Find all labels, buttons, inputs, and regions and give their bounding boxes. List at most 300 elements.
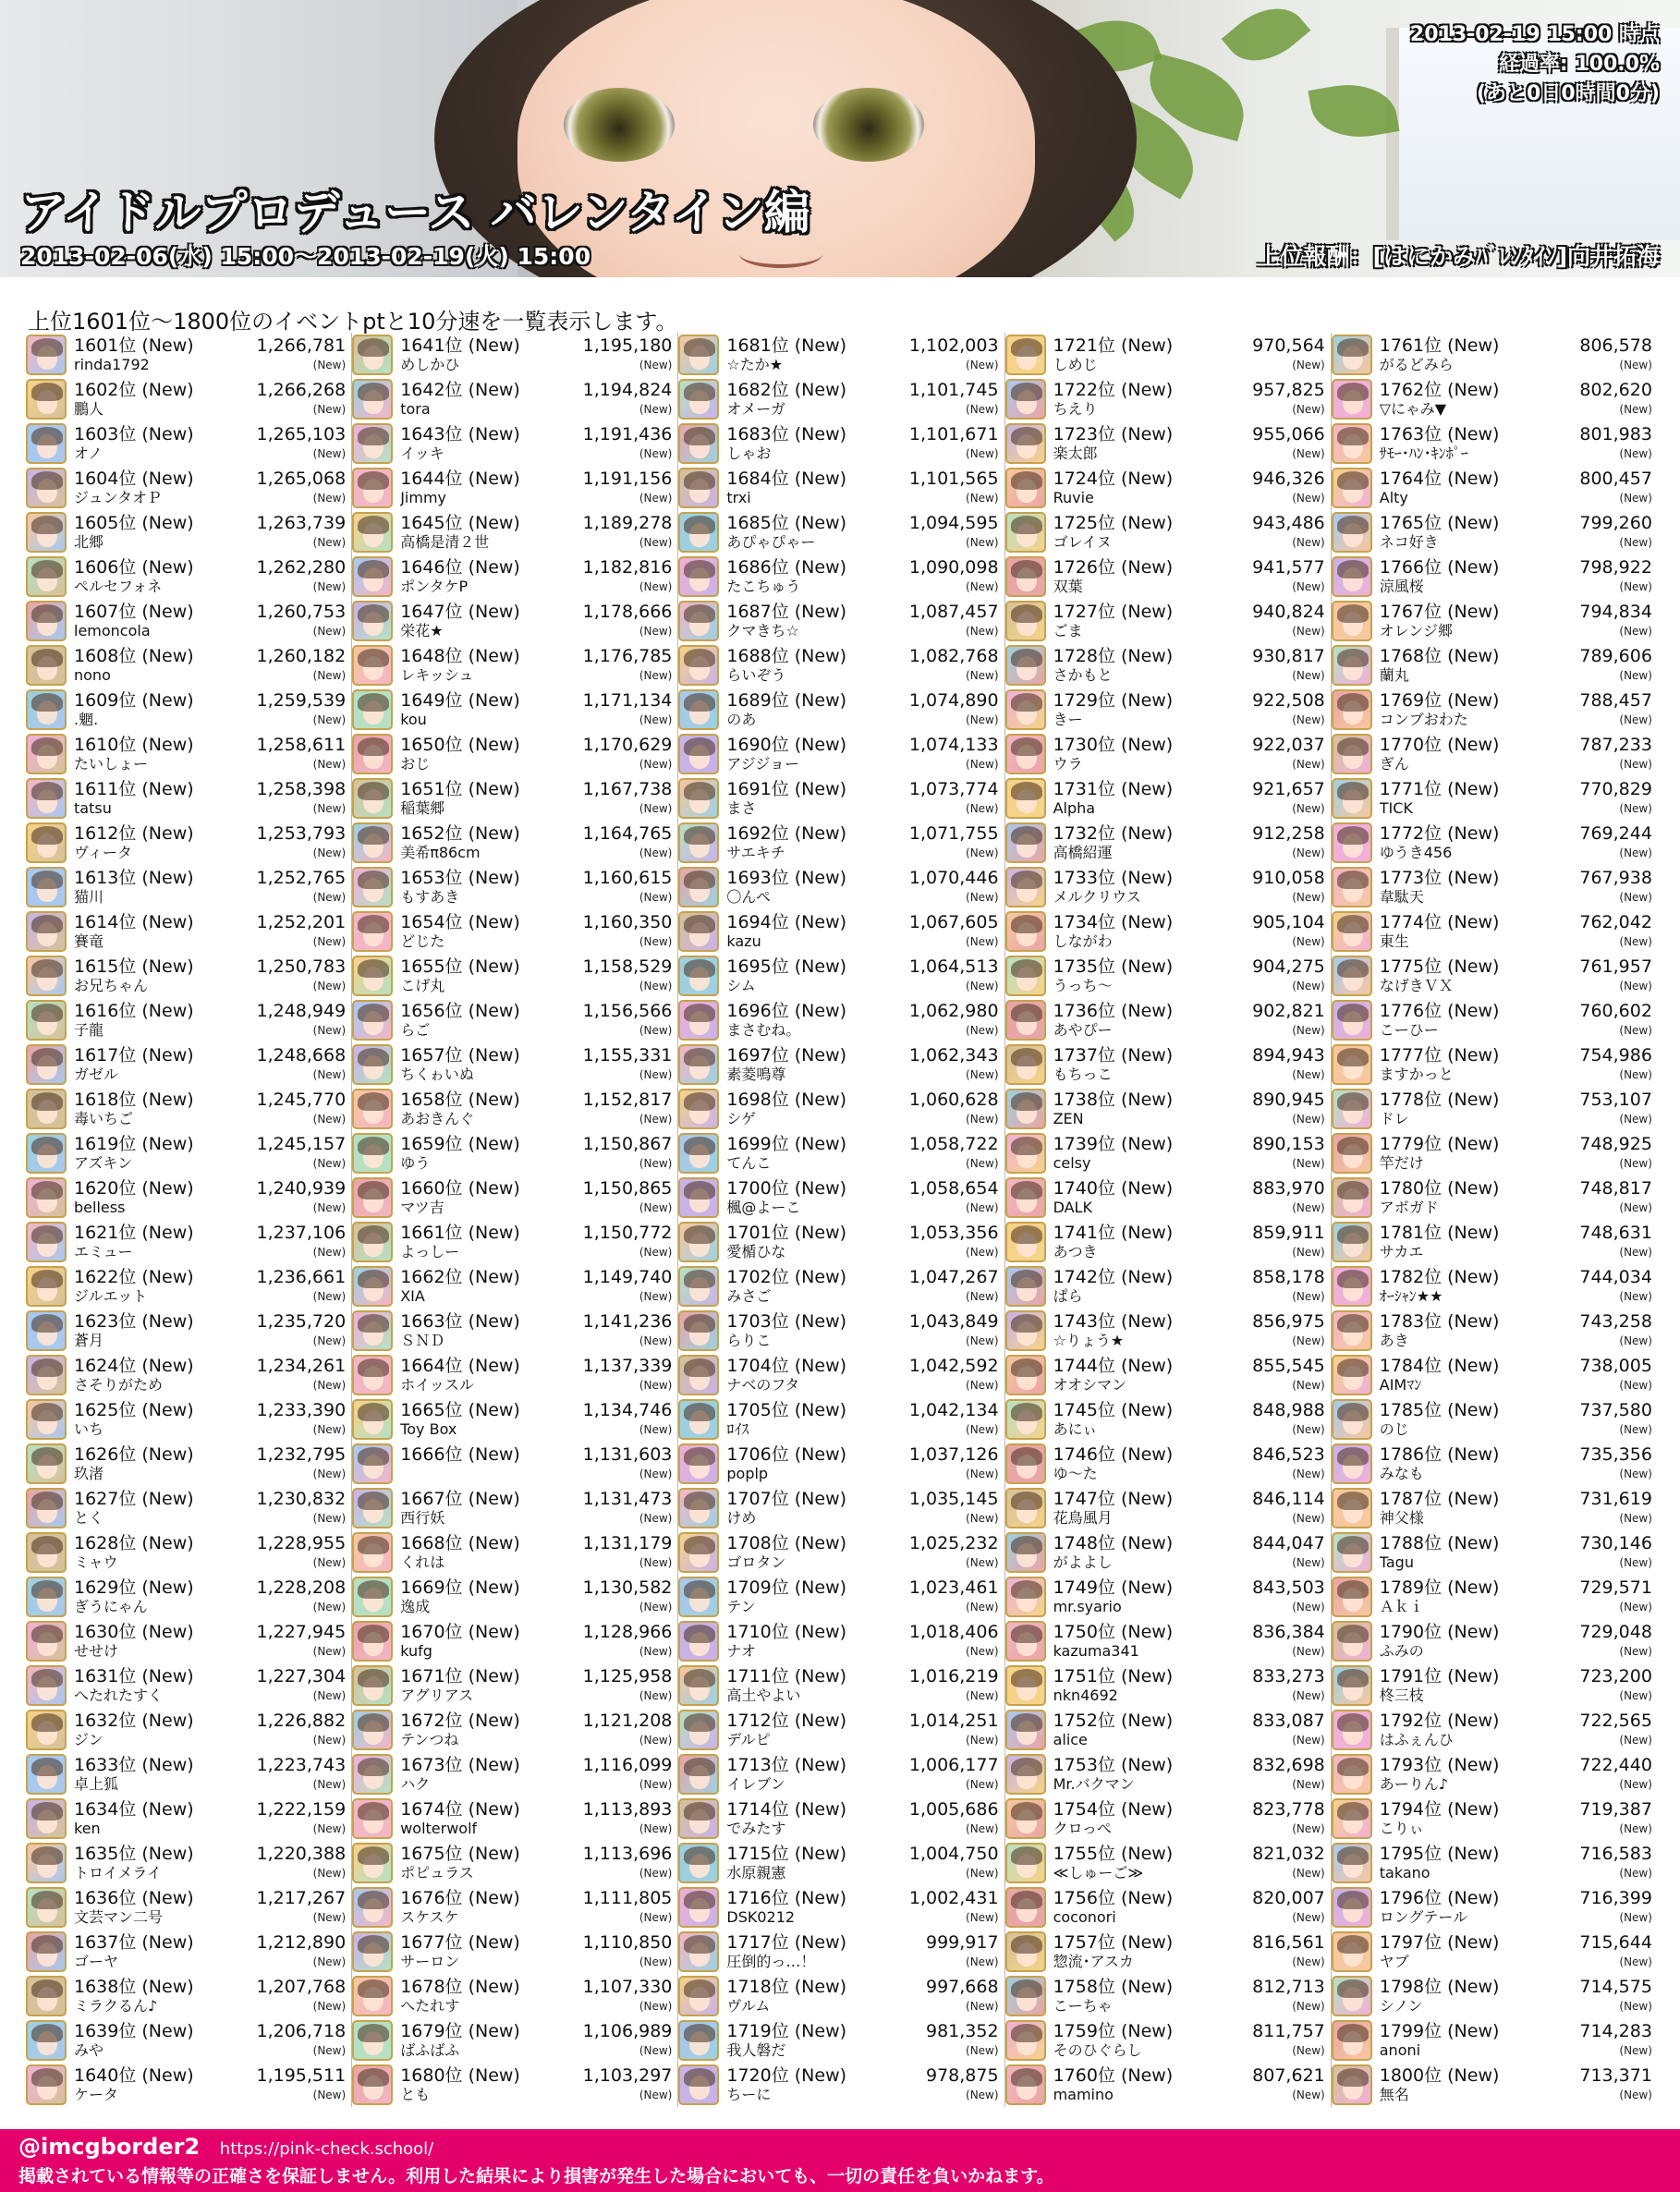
event-points: 1,263,739: [256, 513, 347, 533]
idol-card-avatar: [352, 867, 393, 907]
entry-info: [1053, 868, 1325, 907]
ten-minute-speed: (New): [1619, 1822, 1652, 1835]
ranking-entry: [26, 1575, 346, 1619]
ten-minute-speed: (New): [312, 1423, 347, 1436]
ranking-entry: [1005, 1930, 1325, 1974]
event-points: 716,583: [1579, 1844, 1652, 1864]
rank-label: 1616位 (New): [74, 1001, 194, 1021]
ten-minute-speed: (New): [639, 1068, 673, 1081]
entry-info: [1053, 1090, 1325, 1128]
idol-card-avatar: [352, 1665, 393, 1706]
idol-card-avatar: [352, 1798, 393, 1839]
producer-name: ますかっと: [1379, 1066, 1454, 1083]
producer-name: めしかひ: [400, 356, 460, 373]
rank-label: 1635位 (New): [74, 1844, 194, 1864]
ranking-entry: [352, 1752, 672, 1796]
rank-label: 1667位 (New): [400, 1489, 520, 1509]
ranking-entry: [1005, 776, 1325, 821]
producer-name: 韋駄天: [1379, 888, 1424, 906]
event-points: 1,101,565: [908, 469, 999, 489]
rank-label: 1645位 (New): [400, 513, 520, 533]
ten-minute-speed: (New): [312, 1024, 347, 1037]
rank-label: 1672位 (New): [400, 1711, 520, 1731]
ten-minute-speed: (New): [966, 1068, 999, 1081]
ten-minute-speed: (New): [1292, 891, 1325, 904]
entry-info: [74, 1311, 346, 1350]
rank-label: 1737位 (New): [1053, 1045, 1174, 1066]
ten-minute-speed: (New): [1619, 846, 1652, 859]
event-points: 1,064,513: [908, 956, 999, 977]
event-points: 1,258,398: [256, 779, 347, 799]
entry-info: [74, 2065, 346, 2104]
rank-label: 1655位 (New): [400, 956, 520, 977]
producer-name: アジジョー: [726, 755, 800, 773]
producer-name: ナオ: [726, 1642, 757, 1660]
rank-label: 1700位 (New): [726, 1178, 847, 1199]
ranking-entry: [678, 333, 998, 377]
rank-label: 1643位 (New): [400, 424, 520, 444]
ten-minute-speed: (New): [1619, 1024, 1652, 1037]
idol-card-avatar: [352, 1266, 393, 1307]
entry-info: [1380, 1090, 1652, 1128]
entry-info: [1380, 557, 1652, 596]
ten-minute-speed: (New): [639, 625, 673, 638]
ranking-entry: [352, 1220, 672, 1264]
event-points: 1,004,750: [908, 1844, 999, 1864]
ranking-entry: [1332, 1442, 1652, 1486]
ten-minute-speed: (New): [1292, 1068, 1325, 1081]
rank-label: 1707位 (New): [726, 1489, 847, 1509]
rank-label: 1652位 (New): [400, 823, 520, 844]
ten-minute-speed: (New): [639, 1645, 673, 1658]
idol-card-avatar: [26, 1577, 67, 1617]
producer-name: belless: [74, 1199, 126, 1216]
producer-name: 高橋紹運: [1053, 844, 1113, 861]
event-points: 833,087: [1252, 1711, 1325, 1731]
rank-label: 1662位 (New): [400, 1267, 520, 1287]
producer-name: デルピ: [726, 1731, 771, 1748]
rank-label: 1681位 (New): [726, 335, 847, 356]
ten-minute-speed: (New): [312, 1689, 347, 1702]
entry-info: [1380, 469, 1652, 507]
producer-name: うっち〜: [1053, 977, 1113, 994]
entry-info: [1053, 1577, 1325, 1616]
entry-info: [1053, 602, 1325, 640]
producer-name: 北郷: [74, 533, 104, 551]
ranking-entry: [352, 1309, 672, 1353]
idol-card-avatar: [1005, 556, 1046, 597]
ten-minute-speed: (New): [312, 2000, 347, 2013]
producer-name: ごま: [1053, 622, 1083, 639]
rank-label: 1642位 (New): [400, 380, 520, 400]
producer-name: しめじ: [1053, 356, 1098, 373]
character-eye-left: [564, 88, 675, 162]
producer-name: ポピュラス: [400, 1864, 474, 1881]
rank-label: 1723位 (New): [1053, 424, 1174, 444]
rank-label: 1683位 (New): [726, 424, 847, 444]
ranking-entry: [26, 1175, 346, 1220]
ranking-entry: [1332, 466, 1652, 510]
rank-label: 1730位 (New): [1053, 735, 1174, 755]
idol-card-avatar: [1332, 1931, 1372, 1972]
entry-info: [1380, 1400, 1652, 1439]
ten-minute-speed: (New): [1292, 1290, 1325, 1303]
ten-minute-speed: (New): [966, 447, 999, 460]
entry-info: [400, 956, 672, 995]
event-points: 832,698: [1252, 1755, 1325, 1775]
entry-info: [726, 380, 998, 419]
ten-minute-speed: (New): [312, 935, 347, 948]
rank-label: 1658位 (New): [400, 1090, 520, 1110]
event-points: 1,178,666: [582, 602, 673, 622]
producer-name: こーちゃ: [1053, 1997, 1113, 2015]
rank-label: 1618位 (New): [74, 1090, 194, 1110]
rank-label: 1620位 (New): [74, 1178, 194, 1199]
event-points: 1,125,958: [582, 1666, 673, 1687]
idol-card-avatar: [1005, 1931, 1046, 1972]
idol-card-avatar: [1332, 1532, 1372, 1573]
twitter-handle-link[interactable]: @imcgborder2: [18, 2134, 201, 2160]
ranking-entry: [678, 466, 998, 510]
producer-name: そのひぐらし: [1053, 2041, 1142, 2059]
rank-label: 1687位 (New): [726, 602, 847, 622]
ranking-entry: [352, 954, 672, 998]
entry-info: [1053, 1711, 1325, 1749]
entry-info: [400, 469, 672, 507]
event-points: 1,220,388: [256, 1844, 347, 1864]
idol-card-avatar: [352, 822, 393, 863]
entry-info: [74, 380, 346, 419]
ten-minute-speed: (New): [966, 1911, 999, 1924]
entry-info: [74, 1489, 346, 1528]
ranking-entry: [1332, 1530, 1652, 1575]
rank-label: 1758位 (New): [1053, 1977, 1174, 1997]
idol-card-avatar: [26, 1621, 67, 1662]
ranking-entry: [678, 1752, 998, 1796]
idol-card-avatar: [678, 1532, 719, 1573]
ten-minute-speed: (New): [1292, 1512, 1325, 1525]
timestamp: 2013-02-19 15:00 時点: [1409, 23, 1660, 46]
producer-name: ウラ: [1053, 755, 1083, 773]
rank-label: 1762位 (New): [1379, 380, 1500, 400]
ten-minute-speed: (New): [312, 1157, 347, 1170]
rank-label: 1692位 (New): [726, 823, 847, 844]
event-points: 1,222,159: [256, 1799, 347, 1820]
ten-minute-speed: (New): [966, 1955, 999, 1968]
rank-label: 1646位 (New): [400, 557, 520, 578]
entry-info: [74, 1356, 346, 1394]
producer-name: 子龍: [74, 1021, 104, 1039]
ten-minute-speed: (New): [639, 1423, 673, 1436]
ranking-entry: [352, 1175, 672, 1220]
ten-minute-speed: (New): [1619, 1867, 1652, 1880]
event-points: 1,131,473: [582, 1489, 673, 1509]
ten-minute-speed: (New): [639, 2044, 673, 2057]
ranking-entry: [1332, 1619, 1652, 1663]
ranking-entry: [678, 1131, 998, 1175]
event-points: 722,440: [1579, 1755, 1652, 1775]
rank-label: 1747位 (New): [1053, 1489, 1174, 1509]
idol-card-avatar: [352, 2064, 393, 2105]
event-points: 1,258,611: [256, 735, 347, 755]
ten-minute-speed: (New): [312, 891, 347, 904]
entry-info: [1380, 1844, 1652, 1882]
ten-minute-speed: (New): [966, 1113, 999, 1126]
ranking-entry: [352, 1885, 672, 1930]
rank-label: 1610位 (New): [74, 735, 194, 755]
ranking-grid: [26, 333, 1658, 2107]
rank-label: 1649位 (New): [400, 690, 520, 711]
event-points: 910,058: [1252, 868, 1325, 888]
ranking-entry: [352, 421, 672, 466]
entry-info: [1380, 912, 1652, 951]
ten-minute-speed: (New): [639, 359, 673, 371]
idol-card-avatar: [352, 1710, 393, 1750]
ten-minute-speed: (New): [312, 1512, 347, 1525]
producer-name: あにぃ: [1053, 1420, 1098, 1438]
entry-info: [726, 735, 998, 773]
rank-label: 1661位 (New): [400, 1223, 520, 1243]
ranking-entry: [1005, 1042, 1325, 1087]
entry-info: [400, 1223, 672, 1261]
entry-info: [1053, 1666, 1325, 1705]
ranking-entry: [1332, 1175, 1652, 1220]
rank-label: 1641位 (New): [400, 335, 520, 356]
ten-minute-speed: (New): [312, 1068, 347, 1081]
idol-card-avatar: [1332, 1000, 1372, 1041]
rank-label: 1788位 (New): [1379, 1533, 1500, 1553]
idol-card-avatar: [352, 1621, 393, 1662]
rank-label: 1781位 (New): [1379, 1223, 1500, 1243]
ranking-entry: [1005, 688, 1325, 732]
event-points: 999,917: [925, 1932, 999, 1953]
idol-card-avatar: [1332, 1798, 1372, 1839]
ranking-entry: [352, 865, 672, 909]
producer-name: ゆう: [400, 1154, 431, 1172]
idol-card-avatar: [1005, 1399, 1046, 1440]
producer-name: らりこ: [726, 1332, 772, 1349]
idol-card-avatar: [678, 1577, 719, 1617]
rank-label: 1711位 (New): [726, 1666, 847, 1687]
event-points: 1,158,529: [582, 956, 673, 977]
producer-name: サエキチ: [726, 844, 785, 861]
rank-label: 1733位 (New): [1053, 868, 1174, 888]
producer-name: スケスケ: [400, 1908, 459, 1926]
producer-name: クマきち☆: [726, 622, 799, 639]
rank-label: 1636位 (New): [74, 1888, 194, 1908]
producer-name: 猫川: [74, 888, 104, 906]
rank-label: 1753位 (New): [1053, 1755, 1174, 1775]
ranking-entry: [678, 1796, 998, 1841]
event-points: 978,875: [925, 2065, 999, 2086]
event-points: 802,620: [1579, 380, 1652, 400]
rank-label: 1659位 (New): [400, 1134, 520, 1154]
ten-minute-speed: (New): [1292, 1334, 1325, 1347]
event-points: 1,131,603: [582, 1444, 673, 1465]
producer-name: シム: [726, 977, 756, 994]
producer-name: オノ: [74, 444, 103, 462]
idol-card-avatar: [1332, 1754, 1372, 1795]
event-points: 1,150,865: [582, 1178, 673, 1199]
event-points: 798,922: [1579, 557, 1652, 578]
ten-minute-speed: (New): [639, 1955, 673, 1968]
ten-minute-speed: (New): [639, 403, 673, 416]
producer-name: celsy: [1053, 1154, 1091, 1172]
idol-card-avatar: [678, 1665, 719, 1706]
ranking-entry: [1332, 732, 1652, 776]
ten-minute-speed: (New): [312, 1601, 347, 1614]
event-points: 1,062,980: [908, 1001, 999, 1021]
rank-label: 1714位 (New): [726, 1799, 847, 1820]
event-points: 904,275: [1252, 956, 1325, 977]
event-points: 846,114: [1252, 1489, 1325, 1509]
idol-card-avatar: [678, 1931, 719, 1972]
rank-label: 1690位 (New): [726, 735, 847, 755]
ranking-entry: [1005, 1264, 1325, 1309]
entry-info: [400, 1533, 672, 1572]
event-points: 731,619: [1579, 1489, 1652, 1509]
producer-name: トロイメライ: [74, 1864, 162, 1881]
idol-card-avatar: [352, 1044, 393, 1085]
rank-label: 1611位 (New): [74, 779, 194, 799]
rank-label: 1644位 (New): [400, 469, 520, 489]
event-points: 1,253,793: [256, 823, 347, 844]
rank-label: 1773位 (New): [1379, 868, 1500, 888]
rank-label: 1626位 (New): [74, 1444, 194, 1465]
ranking-entry: [26, 1131, 346, 1175]
idol-card-avatar: [678, 1000, 719, 1041]
ranking-entry: [1005, 1220, 1325, 1264]
producer-name: あつき: [1053, 1243, 1098, 1260]
ten-minute-speed: (New): [966, 1467, 999, 1480]
ten-minute-speed: (New): [1292, 1911, 1325, 1924]
site-url-link[interactable]: https://pink-check.school/: [219, 2139, 434, 2159]
entry-info: [74, 1134, 346, 1173]
ranking-entry: [1005, 1175, 1325, 1220]
event-points: 1,023,461: [908, 1577, 999, 1598]
rank-label: 1763位 (New): [1379, 424, 1500, 444]
event-points: 1,116,099: [582, 1755, 673, 1775]
ranking-entry: [26, 1930, 346, 1974]
producer-name: 文芸マン二号: [74, 1908, 164, 1926]
rank-label: 1785位 (New): [1379, 1400, 1500, 1420]
entry-info: [74, 779, 346, 818]
ranking-entry: [1332, 865, 1652, 909]
idol-card-avatar: [1005, 1621, 1046, 1662]
idol-card-avatar: [1005, 1000, 1046, 1041]
idol-card-avatar: [1332, 468, 1372, 508]
event-points: 1,248,668: [256, 1045, 347, 1066]
ten-minute-speed: (New): [639, 1379, 673, 1392]
rank-label: 1701位 (New): [726, 1223, 847, 1243]
idol-card-avatar: [678, 1488, 719, 1528]
entry-info: [726, 1001, 998, 1040]
event-points: 1,230,832: [256, 1489, 347, 1509]
entry-info: [74, 1799, 346, 1838]
rank-label: 1787位 (New): [1379, 1489, 1500, 1509]
idol-card-avatar: [1005, 1222, 1046, 1262]
idol-card-avatar: [26, 1089, 67, 1129]
event-points: 1,101,745: [908, 380, 999, 400]
rank-label: 1651位 (New): [400, 779, 520, 799]
ranking-entry: [352, 2018, 672, 2063]
event-points: 1,035,145: [908, 1489, 999, 1509]
event-points: 1,053,356: [908, 1223, 999, 1243]
event-points: 1,047,267: [908, 1267, 999, 1287]
idol-card-avatar: [352, 645, 393, 686]
producer-name: alice: [1053, 1731, 1088, 1748]
ranking-entry: [1005, 909, 1325, 954]
ranking-entry: [678, 421, 998, 466]
idol-card-avatar: [1332, 778, 1372, 819]
event-points: 1,233,390: [256, 1400, 347, 1420]
producer-name: けめ: [726, 1509, 757, 1527]
producer-name: シゲ: [726, 1110, 757, 1127]
ranking-entry: [1332, 1220, 1652, 1264]
ten-minute-speed: (New): [639, 447, 673, 460]
event-points: 713,371: [1579, 2065, 1652, 2086]
idol-card-avatar: [26, 689, 67, 730]
ten-minute-speed: (New): [1292, 2044, 1325, 2057]
ten-minute-speed: (New): [639, 1822, 673, 1835]
ten-minute-speed: (New): [966, 980, 999, 992]
producer-name: ゴーヤ: [74, 1953, 119, 1970]
ranking-entry: [352, 333, 672, 377]
producer-name: ｻﾓｰ･ﾊﾝ･ｷﾝﾎﾟｰ: [1379, 444, 1468, 462]
rank-label: 1705位 (New): [726, 1400, 847, 1420]
entry-info: [726, 868, 998, 907]
event-points: 1,102,003: [908, 335, 999, 356]
idol-card-avatar: [678, 1222, 719, 1262]
entry-info: [726, 424, 998, 463]
ranking-entry: [26, 865, 346, 909]
rank-label: 1712位 (New): [726, 1711, 847, 1731]
ten-minute-speed: (New): [1292, 492, 1325, 505]
ten-minute-speed: (New): [1619, 492, 1652, 505]
producer-name: 神父様: [1379, 1509, 1424, 1527]
event-points: 1,191,156: [582, 469, 673, 489]
ten-minute-speed: (New): [312, 536, 347, 549]
idol-card-avatar: [1332, 601, 1372, 641]
producer-name: 卓上狐: [74, 1775, 119, 1793]
rank-label: 1743位 (New): [1053, 1311, 1174, 1332]
idol-card-avatar: [1332, 2020, 1372, 2061]
event-points: 754,986: [1579, 1045, 1652, 1066]
ranking-entry: [1332, 333, 1652, 377]
producer-name: ぱら: [1053, 1287, 1083, 1305]
entry-info: [1380, 1533, 1652, 1572]
ranking-entry: [678, 1708, 998, 1752]
idol-card-avatar: [1332, 1887, 1372, 1928]
producer-name: 我人磐だ: [726, 2041, 786, 2059]
idol-card-avatar: [1332, 1044, 1372, 1085]
rank-label: 1691位 (New): [726, 779, 847, 799]
idol-card-avatar: [26, 822, 67, 863]
producer-name: まさむね。: [726, 1021, 801, 1039]
event-points: 848,988: [1252, 1400, 1325, 1420]
rank-label: 1666位 (New): [400, 1444, 520, 1465]
event-points: 748,631: [1579, 1223, 1652, 1243]
event-points: 1,005,686: [908, 1799, 999, 1820]
event-points: 1,062,343: [908, 1045, 999, 1066]
rank-label: 1786位 (New): [1379, 1444, 1500, 1465]
producer-name: Ａｋｉ: [1379, 1598, 1424, 1615]
entry-info: [400, 1932, 672, 1971]
producer-name: 栄花★: [400, 622, 444, 639]
event-points: 1,189,278: [582, 513, 673, 533]
idol-card-avatar: [678, 1710, 719, 1750]
entry-info: [400, 1400, 672, 1439]
